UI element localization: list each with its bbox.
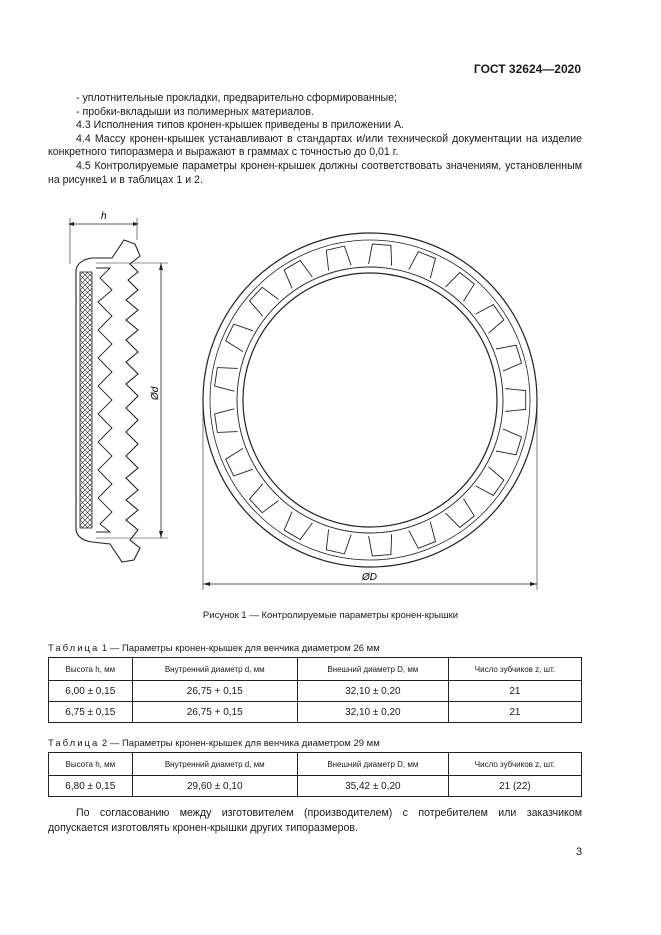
clause-4-4: 4.4 Массу кронен-крышек устанавливают в стандартах и/или технической документации на изделие конкретного типоразмера и выражают в граммах с точностью до 0,01 г. — [48, 132, 582, 159]
table-cell: 21 (22) — [448, 776, 581, 797]
dim-arrow — [530, 582, 537, 586]
table-cell: 26,75 + 0,15 — [132, 702, 297, 723]
table-label: Таблица — [48, 643, 100, 654]
table-label: Таблица — [48, 738, 100, 749]
column-header: Число зубчиков z, шт. — [448, 658, 581, 681]
table-row — [49, 681, 582, 702]
flute — [215, 409, 238, 433]
flute — [369, 534, 392, 556]
table-header-row — [49, 658, 582, 681]
table-cell: 6,00 ± 0,15 — [49, 681, 133, 702]
document-code: ГОСТ 32624—2020 — [473, 62, 581, 76]
flute — [496, 345, 521, 371]
clause-4-5: 4.5 Контролируемые параметры кронен-крышек должны соответствовать значениям, установленным на рисунке1 и в таблицах 1 и 2. — [48, 159, 582, 186]
table-2 — [48, 752, 582, 797]
column-header: Внешний диаметр D, мм — [297, 658, 448, 681]
flute — [326, 530, 351, 554]
table2-caption — [48, 738, 380, 749]
dim-label-d: Ød — [150, 386, 161, 400]
cap-front-view — [203, 233, 537, 590]
column-header: Высота h, мм — [49, 753, 133, 776]
cap-flutes — [215, 244, 526, 556]
flute — [446, 499, 475, 528]
table-title: 2 — Параметры кронен-крышек для венчика диаметром 29 мм — [101, 738, 380, 749]
table-header-row — [49, 753, 582, 776]
table-cell: 21 — [448, 681, 581, 702]
dim-arrow — [159, 531, 163, 538]
table1-caption — [48, 643, 380, 654]
flute — [215, 368, 238, 392]
figure-caption: Рисунок 1 — Контролируемые параметры кронен-крышки — [202, 610, 459, 621]
flute — [226, 448, 253, 476]
closing-paragraph: По согласованию между изготовителем (производителем) с потребителем или заказчиком допускается изготовлять кронен-крышки других типоразмеров. — [48, 807, 582, 834]
flute — [506, 389, 526, 412]
list-item: - уплотнительные прокладки, предварительно сформированные; — [76, 92, 397, 104]
table-row — [49, 702, 582, 723]
flute — [284, 512, 312, 540]
clause-4-3: 4.3 Исполнения типов кронен-крышек приведены в приложении А. — [76, 119, 404, 132]
dim-label-D: ØD — [362, 572, 377, 583]
table-cell: 26,75 + 0,15 — [132, 681, 297, 702]
column-header: Внешний диаметр D, мм — [297, 753, 448, 776]
flute — [476, 467, 504, 496]
table-title: 1 — Параметры кронен-крышек для венчика диаметром 26 мм — [101, 643, 380, 654]
flute — [226, 324, 253, 352]
table-1 — [48, 657, 582, 723]
column-header: Внутренний диаметр d, мм — [132, 753, 297, 776]
list-item: - пробки-вкладыши из полимерных материалов. — [76, 105, 314, 118]
flute — [369, 244, 392, 266]
table-cell: 6,80 ± 0,15 — [49, 776, 133, 797]
flute — [496, 429, 521, 455]
dim-arrow — [159, 263, 163, 270]
table-row — [49, 776, 582, 797]
flute — [476, 305, 504, 334]
dim-arrow — [133, 222, 139, 226]
flute — [446, 273, 475, 302]
dim-arrow — [68, 222, 74, 226]
column-header: Внутренний диаметр d, мм — [132, 658, 297, 681]
table-cell: 35,42 ± 0,20 — [297, 776, 448, 797]
flute — [284, 261, 312, 289]
dim-arrow — [203, 582, 210, 586]
column-header: Высота h, мм — [49, 658, 133, 681]
table-cell: 32,10 ± 0,20 — [297, 681, 448, 702]
table-cell: 6,75 ± 0,15 — [49, 702, 133, 723]
closing-text — [48, 806, 582, 836]
dim-label-h: h — [101, 211, 107, 222]
flute — [250, 287, 279, 316]
flute — [326, 246, 351, 270]
column-header: Число зубчиков z, шт. — [448, 753, 581, 776]
table-cell: 21 — [448, 702, 581, 723]
table-cell: 32,10 ± 0,20 — [297, 702, 448, 723]
table-cell: 29,60 ± 0,10 — [132, 776, 297, 797]
page-number: 3 — [576, 846, 583, 858]
flute — [250, 484, 279, 513]
